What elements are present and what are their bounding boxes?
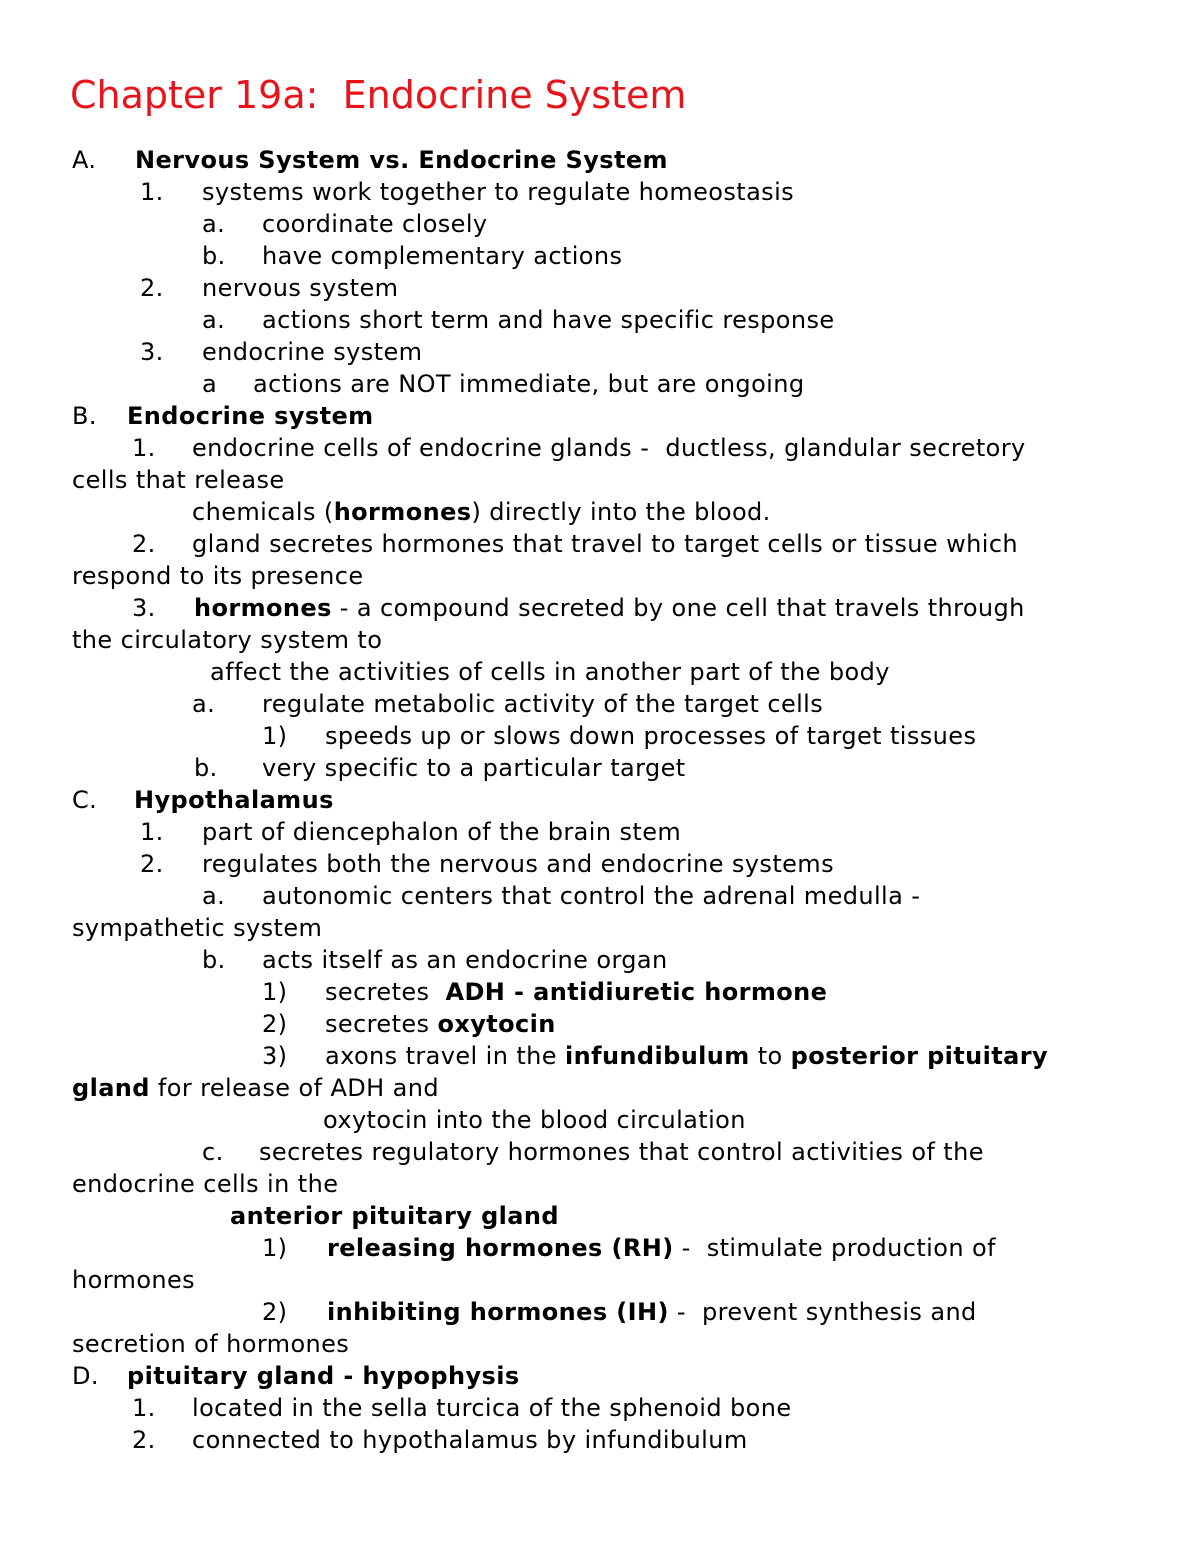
list-item xyxy=(72,976,1142,1008)
section-a-heading xyxy=(72,144,1142,176)
item-text: secretion of hormones xyxy=(72,1330,350,1358)
list-item xyxy=(72,368,1142,400)
item-text: acts itself as an endocrine organ xyxy=(262,946,668,974)
section-d-heading xyxy=(72,1360,1142,1392)
list-item xyxy=(72,848,1142,880)
item-text: sympathetic system xyxy=(72,914,323,942)
key-term: inhibiting hormones (IH) xyxy=(327,1298,669,1326)
item-text: chemicals (hormones) directly into the blood. xyxy=(192,498,771,526)
list-item xyxy=(72,592,1142,624)
chapter-title: Chapter 19a: Endocrine System xyxy=(70,73,687,117)
key-term: anterior pituitary gland xyxy=(230,1202,559,1230)
item-text: located in the sella turcica of the sphenoid bone xyxy=(192,1394,792,1422)
item-text: actions short term and have specific response xyxy=(262,306,835,334)
item-text: oxytocin into the blood circulation xyxy=(323,1106,746,1134)
item-text: gland for release of ADH and xyxy=(72,1074,439,1102)
item-text: endocrine cells of endocrine glands - ductless, glandular secretory xyxy=(192,434,1026,462)
item-marker: 2) xyxy=(262,1010,288,1038)
key-term: ADH - antidiuretic hormone xyxy=(445,978,828,1006)
item-text: part of diencephalon of the brain stem xyxy=(202,818,682,846)
item-text: regulate metabolic activity of the target cells xyxy=(262,690,824,718)
item-text: very specific to a particular target xyxy=(262,754,686,782)
outline xyxy=(72,144,1142,1456)
section-marker: C. xyxy=(72,786,98,814)
key-term: infundibulum xyxy=(564,1042,750,1070)
item-marker: 1) xyxy=(262,1234,288,1262)
section-heading: pituitary gland - hypophysis xyxy=(127,1362,520,1390)
section-marker: A. xyxy=(72,146,97,174)
key-term: oxytocin xyxy=(437,1010,556,1038)
item-marker: a. xyxy=(202,306,226,334)
list-item-continuation xyxy=(72,656,1142,688)
key-term: hormones xyxy=(194,594,332,622)
list-item xyxy=(72,240,1142,272)
list-item xyxy=(72,1232,1142,1264)
list-item xyxy=(72,944,1142,976)
list-item xyxy=(72,720,1142,752)
item-marker: b. xyxy=(202,946,226,974)
item-text: secretes oxytocin xyxy=(325,1010,556,1038)
item-text: have complementary actions xyxy=(262,242,623,270)
list-item-continuation xyxy=(72,496,1142,528)
section-c-heading xyxy=(72,784,1142,816)
list-item xyxy=(72,432,1142,464)
section-heading: Endocrine system xyxy=(127,402,374,430)
list-item xyxy=(72,1424,1142,1456)
item-marker: 1) xyxy=(262,722,288,750)
item-marker: 1. xyxy=(140,178,164,206)
item-text: axons travel in the infundibulum to posterior pituitary xyxy=(325,1042,1049,1070)
item-marker: 3) xyxy=(262,1042,288,1070)
item-text: nervous system xyxy=(202,274,399,302)
list-item-continuation xyxy=(72,1264,1142,1296)
list-item-continuation xyxy=(72,464,1142,496)
item-marker: a xyxy=(202,370,218,398)
list-item xyxy=(72,1296,1142,1328)
item-text: endocrine system xyxy=(202,338,423,366)
item-marker: 1. xyxy=(132,434,156,462)
list-item xyxy=(72,1008,1142,1040)
list-item xyxy=(72,752,1142,784)
key-term: releasing hormones (RH) xyxy=(327,1234,674,1262)
item-text: gland secretes hormones that travel to target cells or tissue which xyxy=(192,530,1019,558)
item-text: cells that release xyxy=(72,466,285,494)
list-item-continuation xyxy=(72,560,1142,592)
key-term: posterior pituitary xyxy=(790,1042,1049,1070)
item-marker: 3. xyxy=(140,338,164,366)
item-marker: 1) xyxy=(262,978,288,1006)
list-item-continuation xyxy=(72,1072,1142,1104)
item-text: coordinate closely xyxy=(262,210,488,238)
section-heading: Hypothalamus xyxy=(134,786,334,814)
item-marker: 1. xyxy=(132,1394,156,1422)
key-term: gland xyxy=(72,1074,150,1102)
item-text: releasing hormones (RH) - stimulate production of xyxy=(327,1234,996,1262)
section-marker: D. xyxy=(72,1362,99,1390)
list-item-continuation xyxy=(72,912,1142,944)
item-marker: 1. xyxy=(140,818,164,846)
item-marker: 2. xyxy=(132,1426,156,1454)
list-item xyxy=(72,880,1142,912)
list-item xyxy=(72,688,1142,720)
list-item xyxy=(72,208,1142,240)
list-item xyxy=(72,816,1142,848)
list-item xyxy=(72,304,1142,336)
item-text: hormones xyxy=(72,1266,196,1294)
list-item-continuation xyxy=(72,1168,1142,1200)
item-marker: 3. xyxy=(132,594,156,622)
item-text: respond to its presence xyxy=(72,562,364,590)
item-marker: a. xyxy=(192,690,216,718)
item-text: hormones - a compound secreted by one cell that travels through xyxy=(194,594,1025,622)
item-text: secretes regulatory hormones that control activities of the xyxy=(259,1138,984,1166)
list-item xyxy=(72,272,1142,304)
item-marker: 2. xyxy=(132,530,156,558)
section-heading: Nervous System vs. Endocrine System xyxy=(135,146,668,174)
item-text: inhibiting hormones (IH) - prevent synthesis and xyxy=(327,1298,977,1326)
item-marker: b. xyxy=(194,754,218,782)
list-item xyxy=(72,336,1142,368)
item-marker: c. xyxy=(202,1138,224,1166)
item-text: connected to hypothalamus by infundibulum xyxy=(192,1426,748,1454)
section-marker: B. xyxy=(72,402,97,430)
item-text: affect the activities of cells in another part of the body xyxy=(210,658,890,686)
item-text: speeds up or slows down processes of target tissues xyxy=(325,722,977,750)
section-b-heading xyxy=(72,400,1142,432)
list-item xyxy=(72,1136,1142,1168)
item-text: the circulatory system to xyxy=(72,626,383,654)
item-marker: a. xyxy=(202,882,226,910)
item-marker: 2. xyxy=(140,850,164,878)
list-item-continuation xyxy=(72,1200,1142,1232)
item-marker: 2) xyxy=(262,1298,288,1326)
list-item xyxy=(72,528,1142,560)
list-item-continuation xyxy=(72,624,1142,656)
item-text: actions are NOT immediate, but are ongoing xyxy=(253,370,805,398)
item-marker: a. xyxy=(202,210,226,238)
item-text: regulates both the nervous and endocrine systems xyxy=(202,850,834,878)
list-item xyxy=(72,176,1142,208)
item-text: secretes ADH - antidiuretic hormone xyxy=(325,978,828,1006)
item-text: autonomic centers that control the adrenal medulla - xyxy=(262,882,921,910)
item-marker: 2. xyxy=(140,274,164,302)
list-item xyxy=(72,1392,1142,1424)
list-item-continuation xyxy=(72,1328,1142,1360)
item-text: endocrine cells in the xyxy=(72,1170,339,1198)
list-item xyxy=(72,1040,1142,1072)
item-marker: b. xyxy=(202,242,226,270)
key-term: hormones xyxy=(333,498,472,526)
item-text: systems work together to regulate homeostasis xyxy=(202,178,795,206)
list-item-continuation xyxy=(72,1104,1142,1136)
